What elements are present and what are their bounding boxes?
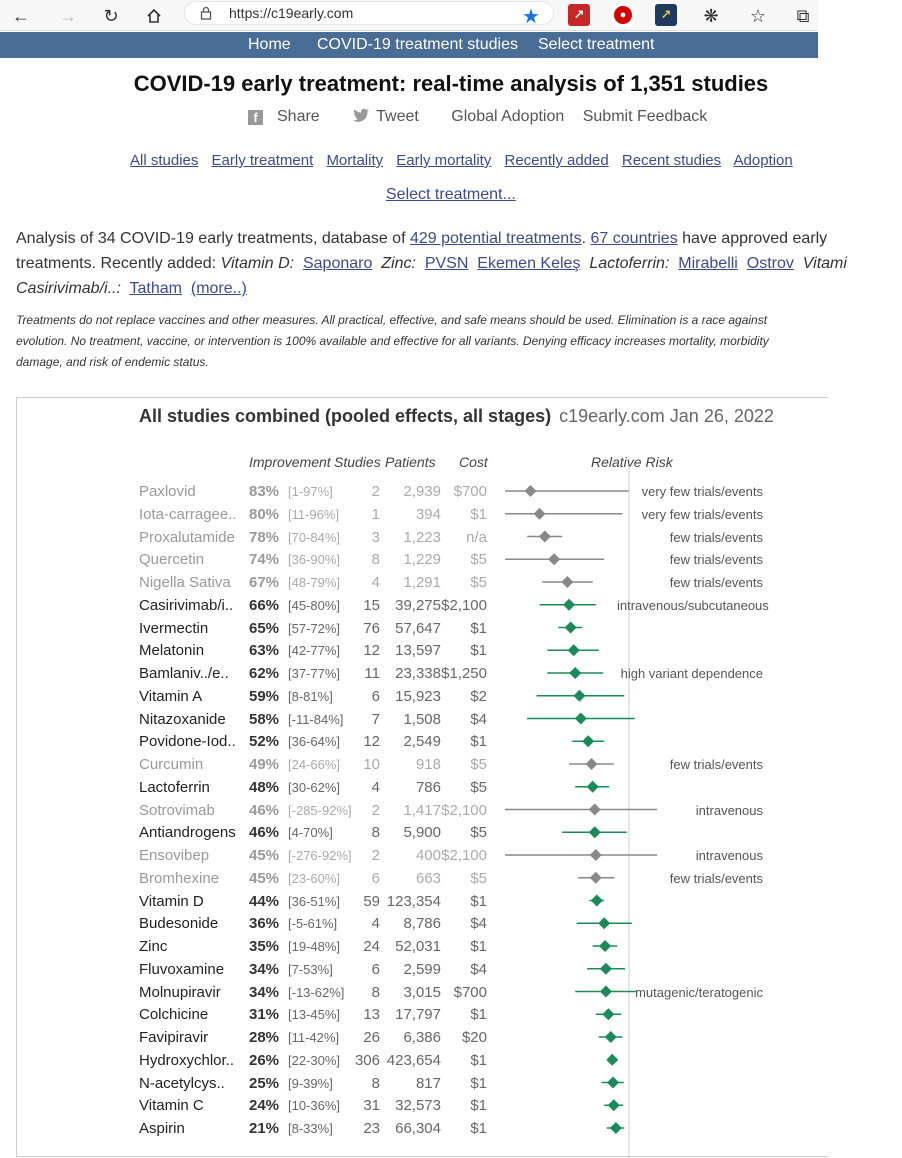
- row-note: few trials/events: [669, 870, 763, 886]
- treatment-row[interactable]: [17, 1117, 807, 1139]
- treatment-name[interactable]: Nigella Sativa: [139, 574, 231, 591]
- home-icon[interactable]: [141, 3, 167, 29]
- cost-value: n/a: [466, 528, 487, 546]
- treatment-name[interactable]: Melatonin: [139, 642, 205, 660]
- patients-count: 394: [415, 505, 441, 523]
- filter-links: [130, 152, 802, 169]
- studies-count: 12: [363, 733, 380, 751]
- recent-ostrov-link[interactable]: Ostrov: [746, 255, 794, 272]
- patients-count: 8,786: [403, 915, 441, 933]
- patients-count: 817: [415, 1074, 441, 1092]
- extension-arrow-icon[interactable]: ↗: [655, 4, 677, 26]
- cost-value: $700: [453, 983, 487, 1001]
- cost-value: $4: [470, 915, 487, 933]
- studies-count: 4: [371, 574, 380, 591]
- confidence-interval: [11-96%]: [288, 506, 340, 522]
- chart-source: c19early.com Jan 26, 2022: [559, 406, 774, 426]
- treatment-row[interactable]: [17, 867, 807, 889]
- confidence-interval: [36-90%]: [288, 552, 341, 568]
- submit-feedback-link[interactable]: Submit Feedback: [582, 108, 708, 125]
- row-note: high variant dependence: [620, 666, 763, 681]
- improvement-value: 45%: [249, 869, 280, 887]
- treatment-name[interactable]: Antiandrogens: [139, 824, 236, 842]
- treatment-name[interactable]: Povidone-Iod..: [139, 733, 236, 751]
- improvement-value: 35%: [249, 938, 280, 955]
- patients-count: 17,797: [395, 1006, 441, 1024]
- patients-count: 1,508: [403, 710, 441, 728]
- cost-value: $1: [470, 505, 487, 523]
- treatment-name[interactable]: Hydroxychlor..: [139, 1051, 235, 1069]
- row-note: few trials/events: [669, 552, 763, 568]
- recent-saponaro-link[interactable]: Saponaro: [302, 255, 373, 272]
- studies-count: 76: [363, 619, 380, 637]
- cost-value: $2: [470, 687, 487, 705]
- treatment-name[interactable]: Vitamin A: [139, 687, 203, 705]
- confidence-interval: [36-64%]: [288, 734, 341, 750]
- row-note: few trials/events: [669, 575, 763, 590]
- url-text: https://c19early.com: [229, 5, 354, 21]
- share-button[interactable]: f Share: [248, 108, 334, 126]
- improvement-value: 24%: [249, 1097, 280, 1115]
- confidence-interval: [-276-92%]: [288, 848, 352, 863]
- global-adoption-link[interactable]: Global Adoption: [451, 108, 565, 125]
- improvement-value: 59%: [249, 687, 280, 705]
- link-recently-added[interactable]: Recently added: [504, 152, 609, 169]
- improvement-value: 62%: [249, 665, 280, 682]
- treatment-row[interactable]: [17, 685, 807, 707]
- cost-value: $20: [461, 1029, 487, 1046]
- studies-count: 12: [363, 642, 380, 660]
- treatment-name[interactable]: Proxalutamide: [139, 528, 235, 546]
- cost-value: $700: [453, 483, 487, 500]
- cost-value: $2,100: [441, 847, 487, 864]
- cost-value: $5: [470, 756, 487, 773]
- studies-count: 1: [371, 505, 380, 523]
- treatment-name[interactable]: Curcumin: [139, 756, 204, 773]
- patients-count: 57,647: [395, 619, 441, 637]
- cost-value: $4: [470, 960, 487, 978]
- studies-count: 4: [371, 778, 380, 796]
- improvement-value: 46%: [249, 801, 280, 819]
- studies-count: 6: [371, 687, 380, 705]
- studies-count: 2: [371, 847, 380, 864]
- studies-count: 11: [364, 665, 380, 682]
- studies-count: 13: [363, 1006, 380, 1024]
- treatment-row[interactable]: [17, 708, 807, 730]
- studies-count: 7: [371, 710, 380, 728]
- confidence-interval: [48-79%]: [288, 575, 341, 590]
- patients-count: 663: [415, 869, 441, 887]
- cost-value: $1: [470, 892, 487, 910]
- confidence-interval: [23-60%]: [288, 870, 341, 886]
- improvement-value: 34%: [249, 960, 280, 978]
- cost-value: $1: [470, 619, 487, 637]
- improvement-value: 65%: [249, 619, 280, 637]
- improvement-value: 36%: [249, 915, 280, 933]
- treatment-row[interactable]: [17, 730, 807, 752]
- patients-count: 15,923: [395, 687, 441, 705]
- confidence-interval: [22-30%]: [288, 1052, 341, 1068]
- treatment-name[interactable]: Quercetin: [139, 551, 205, 569]
- patients-count: 1,291: [403, 574, 441, 591]
- cost-value: $5: [470, 869, 487, 887]
- col-header-studies: Studies: [334, 454, 381, 470]
- treatment-row[interactable]: [17, 503, 807, 525]
- confidence-interval: [30-62%]: [288, 779, 341, 795]
- confidence-interval: [19-48%]: [288, 939, 341, 954]
- cost-value: $4: [470, 710, 487, 728]
- improvement-value: 25%: [249, 1074, 280, 1092]
- countries-link[interactable]: 67 countries: [590, 230, 678, 247]
- facebook-icon: f: [248, 110, 263, 125]
- treatment-row[interactable]: [17, 821, 807, 843]
- row-note: mutagenic/teratogenic: [635, 984, 763, 1000]
- treatment-row[interactable]: [17, 1026, 807, 1048]
- confidence-interval: [13-45%]: [288, 1007, 341, 1023]
- back-arrow-icon[interactable]: ←: [12, 5, 30, 26]
- row-note: very few trials/events: [641, 506, 763, 522]
- treatment-name[interactable]: Fluvoxamine: [139, 960, 225, 978]
- studies-count: 8: [371, 983, 380, 1001]
- improvement-value: 78%: [249, 528, 280, 546]
- treatment-name[interactable]: Sotrovimab: [139, 801, 215, 819]
- treatment-name[interactable]: Aspirin: [139, 1120, 185, 1137]
- cost-value: $1: [470, 1074, 487, 1092]
- chart-title: All studies combined (pooled effects, all stages) c19early.com Jan 26, 2022: [139, 406, 774, 426]
- improvement-value: 31%: [249, 1006, 280, 1024]
- disclaimer: Treatments do not replace vaccines and other measures. All practical, effective, and safe means should be used. Elimination is a race against evolution. No treatment, vaccine, or intervention is 100% available and effective for all variants. Denying efficacy increases mortality, morbidity damage, and risk of endemic status.: [16, 313, 769, 369]
- treatment-row[interactable]: [17, 617, 807, 639]
- forest-plot-panel: [16, 397, 828, 1157]
- treatment-name[interactable]: Zinc: [139, 938, 168, 955]
- treatment-name[interactable]: Colchicine: [139, 1006, 209, 1024]
- cost-value: $5: [470, 551, 487, 569]
- studies-count: 8: [371, 1074, 380, 1092]
- link-adoption[interactable]: Adoption: [733, 152, 793, 169]
- treatment-name[interactable]: Budesonide: [139, 915, 219, 933]
- cost-value: $2,100: [441, 801, 487, 819]
- confidence-interval: [10-36%]: [288, 1098, 341, 1114]
- improvement-value: 66%: [249, 596, 280, 614]
- forward-arrow-icon[interactable]: →: [59, 5, 77, 26]
- confidence-interval: [70-84%]: [288, 529, 341, 545]
- confidence-interval: [9-39%]: [288, 1075, 333, 1091]
- confidence-interval: [8-33%]: [288, 1121, 333, 1136]
- link-early-mortality[interactable]: Early mortality: [396, 152, 492, 169]
- more-link[interactable]: (more..): [190, 280, 247, 297]
- confidence-interval: [45-80%]: [288, 597, 341, 613]
- link-early-treatment[interactable]: Early treatment: [211, 152, 314, 169]
- favorites-icon[interactable]: ☆: [749, 5, 767, 26]
- improvement-value: 67%: [249, 574, 280, 591]
- improvement-value: 49%: [249, 756, 280, 773]
- treatment-row[interactable]: [17, 1072, 807, 1094]
- collections-icon[interactable]: ⧉: [796, 5, 810, 26]
- improvement-value: 83%: [249, 483, 280, 500]
- studies-count: 3: [371, 528, 380, 546]
- select-treatment-link[interactable]: Select treatment...: [386, 186, 516, 203]
- reload-icon[interactable]: ↻: [103, 5, 119, 26]
- treatment-name[interactable]: Iota-carragee..: [139, 505, 237, 523]
- cost-value: $1: [470, 938, 487, 955]
- cost-value: $1: [470, 733, 487, 751]
- confidence-interval: [-285-92%]: [288, 802, 352, 818]
- treatment-name[interactable]: Molnupiravir: [139, 983, 221, 1001]
- share-row: [248, 108, 721, 126]
- col-header-improvement: Improvement: [249, 454, 331, 470]
- patients-count: 32,573: [395, 1097, 441, 1115]
- potential-treatments-link[interactable]: 429 potential treatments: [409, 230, 582, 247]
- treatment-name[interactable]: Paxlovid: [139, 483, 196, 500]
- studies-count: 8: [371, 551, 380, 569]
- confidence-interval: [37-77%]: [288, 666, 341, 681]
- confidence-interval: [24-66%]: [288, 757, 341, 772]
- patients-count: 918: [415, 756, 441, 773]
- treatment-row[interactable]: [17, 776, 807, 798]
- studies-count: 24: [363, 938, 380, 955]
- col-header-cost: Cost: [459, 454, 488, 470]
- studies-count: 6: [371, 960, 380, 978]
- patients-count: 13,597: [395, 642, 441, 660]
- patients-count: 2,939: [403, 483, 441, 500]
- treatment-name[interactable]: Lactoferrin: [139, 778, 210, 796]
- treatment-name[interactable]: Vitamin D: [139, 892, 204, 910]
- cost-value: $5: [470, 824, 487, 842]
- patients-count: 1,417: [403, 801, 441, 819]
- treatment-name[interactable]: Vitamin C: [139, 1097, 204, 1115]
- treatment-row[interactable]: [17, 1049, 807, 1071]
- confidence-interval: [57-72%]: [288, 620, 341, 636]
- col-header-relative-risk: Relative Risk: [591, 454, 673, 470]
- improvement-value: 34%: [249, 983, 280, 1001]
- tweet-button[interactable]: Tweet: [352, 108, 433, 126]
- address-bar[interactable]: [184, 1, 554, 25]
- confidence-interval: [11-42%]: [288, 1030, 340, 1045]
- treatment-row[interactable]: [17, 1003, 807, 1025]
- patients-count: 1,229: [403, 551, 441, 569]
- confidence-interval: [1-97%]: [288, 484, 333, 499]
- improvement-value: 45%: [249, 847, 280, 864]
- patients-count: 23,338: [395, 665, 441, 682]
- confidence-interval: [-11-84%]: [288, 711, 344, 727]
- studies-count: 10: [363, 756, 380, 773]
- improvement-value: 58%: [249, 710, 280, 728]
- patients-count: 786: [415, 778, 441, 796]
- studies-count: 23: [363, 1120, 380, 1137]
- confidence-interval: [-13-62%]: [288, 984, 345, 1000]
- cost-value: $1: [470, 1097, 487, 1115]
- patients-count: 123,354: [386, 892, 441, 910]
- improvement-value: 44%: [249, 892, 280, 910]
- treatment-row[interactable]: [17, 594, 807, 616]
- extension-adblock-icon[interactable]: ●: [612, 4, 634, 26]
- cost-value: $1,250: [441, 665, 487, 682]
- row-note: intravenous/subcutaneous: [617, 597, 769, 613]
- patients-count: 52,031: [395, 938, 441, 955]
- studies-count: 306: [354, 1051, 380, 1069]
- improvement-value: 46%: [249, 824, 280, 842]
- patients-count: 6,386: [403, 1029, 441, 1046]
- cost-value: $2,100: [441, 596, 487, 614]
- confidence-interval: [8-81%]: [288, 688, 333, 704]
- link-recent-studies[interactable]: Recent studies: [621, 152, 722, 169]
- patients-count: 1,223: [403, 528, 441, 546]
- confidence-interval: [7-53%]: [288, 961, 333, 977]
- improvement-value: 74%: [249, 551, 280, 569]
- browser-toolbar: [0, 0, 818, 31]
- link-mortality[interactable]: Mortality: [326, 152, 384, 169]
- row-note: very few trials/events: [641, 484, 763, 499]
- studies-count: 59: [363, 892, 380, 910]
- cost-value: $1: [470, 1006, 487, 1024]
- nav-treatment-studies[interactable]: COVID-19 treatment studies: [317, 36, 518, 53]
- patients-count: 400: [415, 847, 441, 864]
- patients-count: 3,015: [403, 983, 441, 1001]
- studies-count: 26: [363, 1029, 380, 1046]
- cost-value: $1: [470, 642, 487, 660]
- confidence-interval: [-5-61%]: [288, 916, 338, 932]
- recent-mirabelli-link[interactable]: Mirabelli: [678, 255, 738, 272]
- studies-count: 2: [371, 483, 380, 500]
- row-note: intravenous: [695, 848, 763, 863]
- studies-count: 2: [371, 801, 380, 819]
- site-nav: [0, 32, 818, 58]
- confidence-interval: [4-70%]: [288, 825, 333, 841]
- patients-count: 2,599: [403, 960, 441, 978]
- confidence-interval: [36-51%]: [288, 893, 341, 909]
- col-header-patients: Patients: [385, 454, 436, 470]
- treatment-name[interactable]: N-acetylcys..: [139, 1074, 225, 1092]
- treatment-row[interactable]: [17, 662, 807, 684]
- treatment-name[interactable]: Favipiravir: [139, 1029, 209, 1046]
- recent-ekemen-link[interactable]: Ekemen Keleş: [477, 255, 581, 272]
- extension-pdf-icon[interactable]: ↗: [568, 4, 590, 26]
- cost-value: $1: [470, 1120, 487, 1137]
- improvement-value: 26%: [249, 1051, 280, 1069]
- patients-count: 423,654: [386, 1051, 441, 1069]
- studies-count: 31: [363, 1097, 380, 1115]
- improvement-value: 80%: [249, 505, 280, 523]
- treatment-name[interactable]: Bamlaniv../e..: [139, 665, 229, 682]
- cost-value: $5: [470, 778, 487, 796]
- studies-count: 6: [371, 869, 380, 887]
- improvement-value: 21%: [249, 1120, 280, 1137]
- nav-home[interactable]: Home: [248, 36, 291, 53]
- treatment-name[interactable]: Ivermectin: [139, 619, 209, 637]
- patients-count: 66,304: [395, 1120, 441, 1137]
- treatment-row[interactable]: [17, 480, 807, 502]
- treatment-name[interactable]: Bromhexine: [139, 869, 220, 887]
- page-title: COVID-19 early treatment: real-time analysis of 1,351 studies: [133, 71, 769, 96]
- patients-count: 39,275: [395, 596, 441, 614]
- treatment-row[interactable]: [17, 935, 807, 957]
- treatment-row[interactable]: [17, 799, 807, 821]
- cost-value: $5: [470, 574, 487, 591]
- treatment-row[interactable]: [17, 526, 807, 548]
- twitter-bird-icon: [352, 108, 370, 122]
- row-note: few trials/events: [669, 529, 763, 545]
- improvement-value: 28%: [249, 1029, 280, 1046]
- treatment-row[interactable]: [17, 912, 807, 934]
- cost-value: $1: [470, 1051, 487, 1069]
- treatment-row[interactable]: [17, 639, 807, 661]
- improvement-value: 52%: [249, 733, 280, 751]
- recent-pvsn-link[interactable]: PVSN: [424, 255, 469, 272]
- treatment-row[interactable]: [17, 890, 807, 912]
- improvement-value: 63%: [249, 642, 280, 660]
- treatment-name[interactable]: Casirivimab/i..: [139, 596, 234, 614]
- confidence-interval: [42-77%]: [288, 643, 341, 659]
- row-note: few trials/events: [669, 757, 763, 772]
- row-note: intravenous: [695, 802, 763, 818]
- puzzle-icon[interactable]: ❋: [703, 5, 719, 26]
- link-all-studies[interactable]: All studies: [130, 152, 199, 169]
- lock-icon: [199, 6, 213, 20]
- treatment-row[interactable]: [17, 1094, 807, 1116]
- treatment-row[interactable]: [17, 844, 807, 866]
- analysis-summary: Analysis of 34 COVID-19 early treatments, database of 429 potential treatments. 67 countries have approved early treatments. Recently added: Vitamin D: Saponaro Zinc: PVSN Ekemen Keleş Lactoferrin: Mirabelli Ostrov Vitami Casirivimab/i..: Tatham (more..): [16, 230, 847, 297]
- treatment-row[interactable]: [17, 753, 807, 775]
- treatment-row[interactable]: [17, 571, 807, 593]
- patients-count: 2,549: [403, 733, 441, 751]
- recent-tatham-link[interactable]: Tatham: [129, 280, 182, 297]
- treatment-row[interactable]: [17, 548, 807, 570]
- nav-select-treatment[interactable]: Select treatment: [538, 36, 655, 53]
- studies-count: 15: [363, 596, 380, 614]
- studies-count: 4: [371, 915, 380, 933]
- patients-count: 5,900: [403, 824, 441, 842]
- treatment-row[interactable]: [17, 958, 807, 980]
- bookmark-star-icon[interactable]: ★: [522, 5, 540, 28]
- treatment-row[interactable]: [17, 981, 807, 1003]
- studies-count: 8: [371, 824, 380, 842]
- improvement-value: 48%: [249, 778, 280, 796]
- treatment-name[interactable]: Nitazoxanide: [139, 710, 226, 728]
- treatment-name[interactable]: Ensovibep: [139, 847, 210, 864]
